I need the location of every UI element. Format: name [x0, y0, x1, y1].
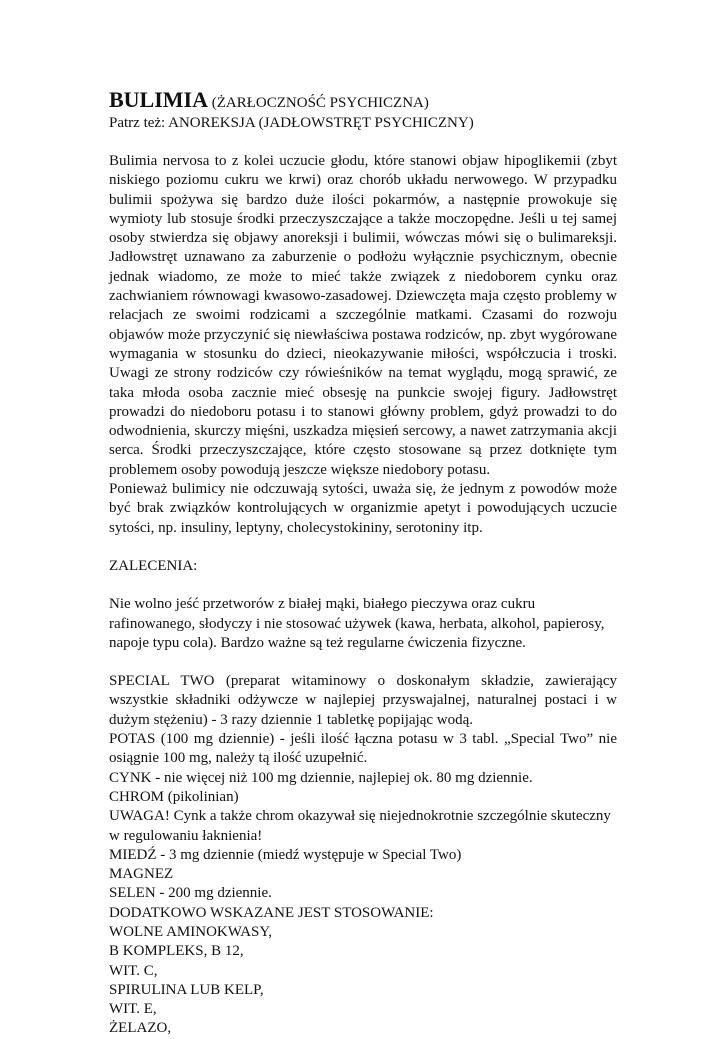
chrom-item: CHROM (pikolinian): [109, 788, 239, 805]
magnez-item: MAGNEZ: [109, 866, 174, 883]
see-also-reference: Patrz też: ANOREKSJA (JADŁOWSTRĘT PSYCHICZNY): [109, 115, 474, 131]
title-subtitle: (ŻARŁOCZNOŚĆ PSYCHICZNA): [211, 95, 429, 111]
miedz-item: MIEDŹ - 3 mg dziennie (miedź występuje w Special Two): [109, 846, 462, 863]
body-paragraph-1: Bulimia nervosa to z kolei uczucie głodu, które stanowi objaw hipoglikemii (zbyt niskiego poziomu cukru we krwi) oraz chorób układu nerwowego. W przypadku bulimii spożywa się bardzo duże ilości pokarmów, a następnie prowokuje się wymioty lub stosuje środki przeczyszczające a także moczopędne. Jeśli u tej samej osoby stwierdza się objawy anoreksji i bulimii, wówczas mówi się o bulimareksji. Jadłowstręt uznawano za zaburzenie o podłożu wyłącznie psychicznym, obecnie jednak wiadomo, ze może to mieć także związek z niedoborem cynku oraz zachwianiem równowagi kwasowo-zasadowej. Dziewczęta maja często problemy w relacjach ze swoimi rodzicami a szczególnie matkami. Czasami do rozwoju objawów może przyczynić się niewłaściwa postawa rodziców, np. zbyt wygórowane wymagania w stosunku do dzieci, nieokazywanie miłości, współczucia i troski. Uwagi ze strony rodziców czy rówieśników na temat wyglądu, mogą sprawić, ze taka młoda osoba zacznie mieć obsesję na punkcie swojej figury. Jadłowstręt prowadzi do niedoboru potasu i to stanowi główny problem, gdyż prowadzi to do odwodnienia, skurczy mięśni, uszkadza mięsień sercowy, a nawet zatrzymania akcji serca. Środki przeczyszczające, które często stosowane są przez dotknięte tym problemem osoby powodują jeszcze większe niedobory potasu.: [109, 153, 617, 478]
document-title: [109, 89, 617, 114]
list-item: WIT. E,: [109, 1001, 157, 1018]
recommendations-text: Nie wolno jeść przetworów z białej mąki, białego pieczywa oraz cukru rafinowanego, słodyczy i nie stosować używek (kawa, herbata, alkohol, papierosy, napoje typu cola). Bardzo ważne są też regularne ćwiczenia fizyczne.: [109, 596, 605, 651]
special-two-item: SPECIAL TWO (preparat witaminowy o doskonałym składzie, zawierający wszystkie składniki odżywcze w najlepiej przyswajalnej, naturalnej postaci i w dużym stężeniu) - 3 razy dziennie 1 tabletkę popijając wodą.: [109, 673, 617, 728]
selen-item: SELEN - 200 mg dziennie.: [109, 885, 272, 902]
list-item: B KOMPLEKS, B 12,: [109, 943, 244, 960]
list-item: WIT. C,: [109, 962, 158, 979]
recommendations-heading: ZALECENIA:: [109, 557, 198, 574]
list-item: SPIRULINA LUB KELP,: [109, 981, 264, 998]
cynk-item: CYNK - nie więcej niż 100 mg dziennie, najlepiej ok. 80 mg dziennie.: [109, 769, 533, 786]
additional-heading: DODATKOWO WSKAZANE JEST STOSOWANIE:: [109, 904, 434, 921]
body-paragraph-2: Ponieważ bulimicy nie odczuwają sytości, uważa się, że jednym z powodów może być brak związków kontrolujących w organizmie apetyt i powodujących uczucie sytości, np. insuliny, leptyny, cholecystokininy, serotoniny itp.: [109, 481, 617, 536]
title-main: BULIMIA: [109, 87, 209, 112]
potas-item: POTAS (100 mg dziennie) - jeśli ilość łączna potasu w 3 tabl. „Special Two” nie osiągnie 100 mg, należy tą ilość uzupełnić.: [109, 731, 617, 767]
list-item: WOLNE AMINOKWASY,: [109, 923, 273, 940]
list-item: ŻELAZO,: [109, 1020, 172, 1037]
document-content: [109, 89, 617, 1039]
uwaga-note: UWAGA! Cynk a także chrom okazywał się niejednokrotnie szczególnie skuteczny w regulowaniu łaknienia!: [109, 808, 611, 844]
